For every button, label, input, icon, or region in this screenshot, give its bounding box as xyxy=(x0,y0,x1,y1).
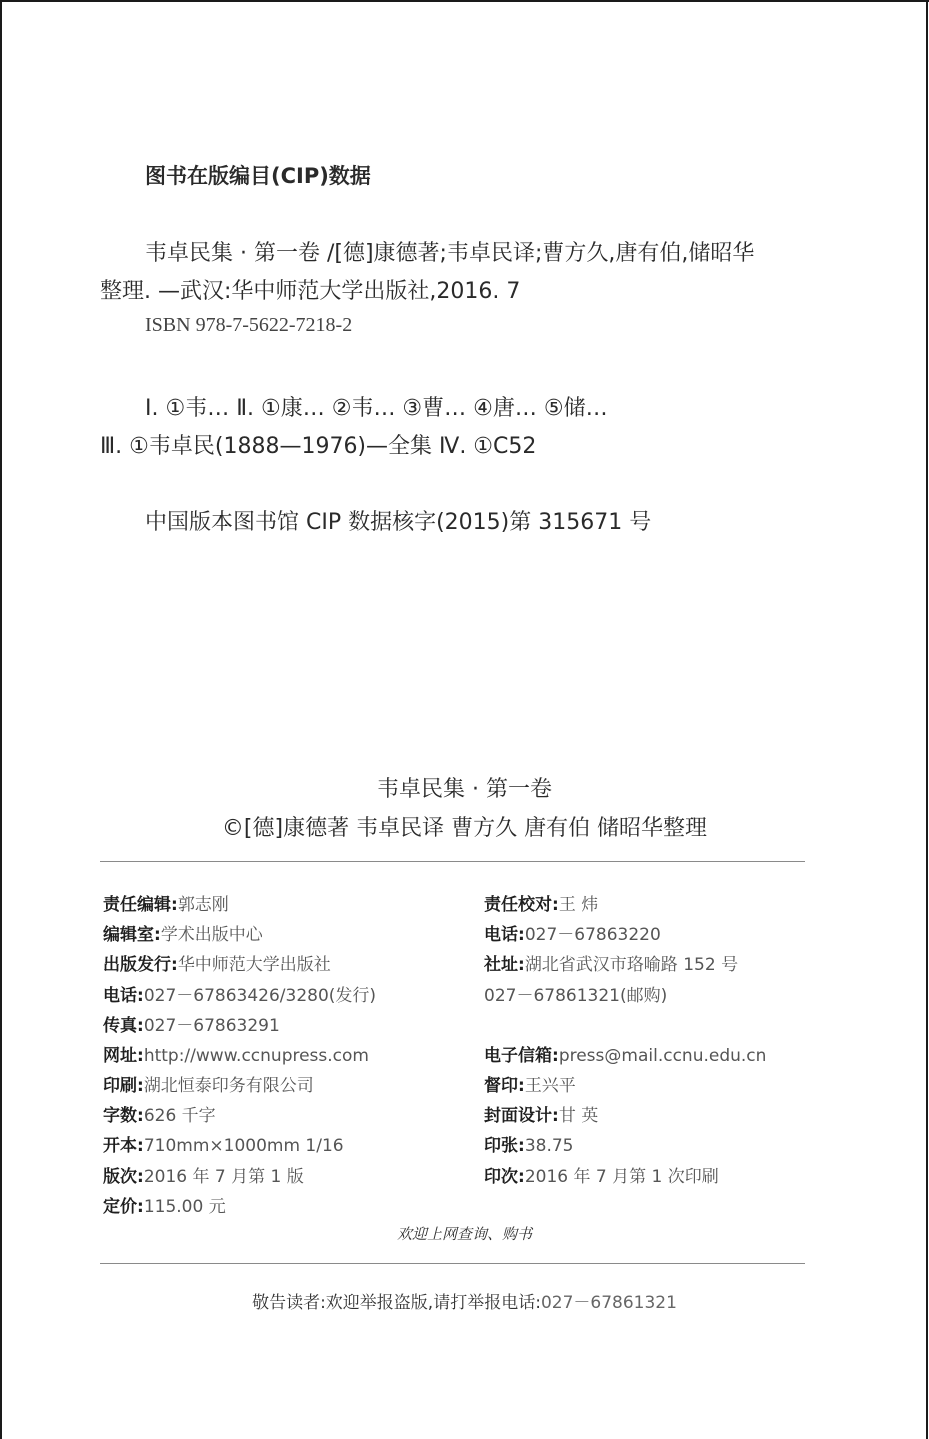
info-item xyxy=(103,920,263,945)
info-item xyxy=(484,950,738,975)
piracy-notice xyxy=(0,1288,929,1313)
cip-approval-number: 中国版本图书馆 CIP 数据核字(2015)第 315671 号 xyxy=(145,510,652,535)
info-item xyxy=(484,1131,573,1156)
info-item xyxy=(484,920,661,945)
info-item xyxy=(103,950,331,975)
top-divider xyxy=(100,861,805,862)
info-value: 710mm×1000mm 1/16 xyxy=(143,1136,344,1156)
info-value: 王 炜 xyxy=(558,895,599,915)
info-item xyxy=(103,890,229,915)
cip-heading: 图书在版编目(CIP)数据 xyxy=(145,164,371,188)
info-value: press@mail.ccnu.edu.cn xyxy=(558,1046,767,1066)
info-label: 责任编辑: xyxy=(103,895,178,915)
cip-classification-line-1: Ⅰ. ①韦… Ⅱ. ①康… ②韦… ③曹… ④唐… ⑤储… xyxy=(145,396,608,421)
info-label: 印张: xyxy=(484,1136,525,1156)
info-label: 版次: xyxy=(103,1167,144,1187)
info-value: 甘 英 xyxy=(558,1106,599,1126)
info-item xyxy=(103,1041,369,1066)
info-label: 传真: xyxy=(103,1016,144,1036)
info-item xyxy=(103,981,376,1006)
info-item xyxy=(103,1011,280,1036)
info-label: 字数: xyxy=(103,1106,144,1126)
notice-label: 敬告读者:欢迎举报盗版,请打举报电话: xyxy=(252,1293,541,1313)
info-item xyxy=(484,1162,719,1187)
info-value: http://www.ccnupress.com xyxy=(143,1046,369,1066)
info-value: 王兴平 xyxy=(524,1076,576,1096)
info-item xyxy=(484,1101,598,1126)
info-value: 626 千字 xyxy=(143,1106,216,1126)
page-border-top xyxy=(0,0,929,2)
info-label: 印刷: xyxy=(103,1076,144,1096)
info-value: 湖北省武汉市珞喻路 152 号 xyxy=(524,955,739,975)
info-label: 社址: xyxy=(484,955,525,975)
info-item xyxy=(103,1131,344,1156)
info-label: 印次: xyxy=(484,1167,525,1187)
info-label: 定价: xyxy=(103,1197,144,1217)
info-value: 2016 年 7 月第 1 版 xyxy=(143,1167,304,1187)
info-value: 38.75 xyxy=(524,1136,574,1156)
cip-title-line-2: 整理. —武汉:华中师范大学出版社,2016. 7 xyxy=(100,279,521,304)
bottom-divider xyxy=(100,1263,805,1264)
welcome-text: 欢迎上网查询、购书 xyxy=(396,1225,532,1243)
info-label: 督印: xyxy=(484,1076,525,1096)
info-item xyxy=(103,1192,226,1217)
info-label: 电子信箱: xyxy=(484,1046,559,1066)
info-value: 027－67863426/3280(发行) xyxy=(143,986,377,1006)
info-label: 出版发行: xyxy=(103,955,178,975)
info-item xyxy=(484,981,667,1006)
info-value: 学术出版中心 xyxy=(160,925,263,945)
book-credit: ©[德]康德著 韦卓民译 曹方久 唐有伯 储昭华整理 xyxy=(221,816,708,841)
info-item xyxy=(484,1041,766,1066)
info-label: 电话: xyxy=(484,925,525,945)
info-item xyxy=(103,1071,314,1096)
info-label: 开本: xyxy=(103,1136,144,1156)
cip-isbn: ISBN 978-7-5622-7218-2 xyxy=(145,314,353,336)
info-value: 115.00 元 xyxy=(143,1197,226,1217)
info-item xyxy=(103,1101,216,1126)
notice-phone: 027－67861321 xyxy=(540,1293,677,1313)
info-item xyxy=(484,890,598,915)
info-label: 责任校对: xyxy=(484,895,559,915)
info-value: 华中师范大学出版社 xyxy=(177,955,331,975)
info-value: 郭志刚 xyxy=(177,895,229,915)
info-label: 编辑室: xyxy=(103,925,161,945)
info-item xyxy=(484,1071,576,1096)
info-item xyxy=(103,1162,304,1187)
cip-title-line-1: 韦卓民集 · 第一卷 /[德]康德著;韦卓民译;曹方久,唐有伯,储昭华 xyxy=(145,241,755,266)
info-value: 2016 年 7 月第 1 次印刷 xyxy=(524,1167,719,1187)
cip-classification-line-2: Ⅲ. ①韦卓民(1888—1976)—全集 Ⅳ. ①C52 xyxy=(100,434,537,459)
info-value: 027－67861321(邮购) xyxy=(484,986,668,1006)
info-label: 封面设计: xyxy=(484,1106,559,1126)
info-label: 网址: xyxy=(103,1046,144,1066)
info-value: 027－67863291 xyxy=(143,1016,280,1036)
info-value: 湖北恒泰印务有限公司 xyxy=(143,1076,314,1096)
info-label: 电话: xyxy=(103,986,144,1006)
info-value: 027－67863220 xyxy=(524,925,661,945)
book-title: 韦卓民集 · 第一卷 xyxy=(377,777,552,802)
